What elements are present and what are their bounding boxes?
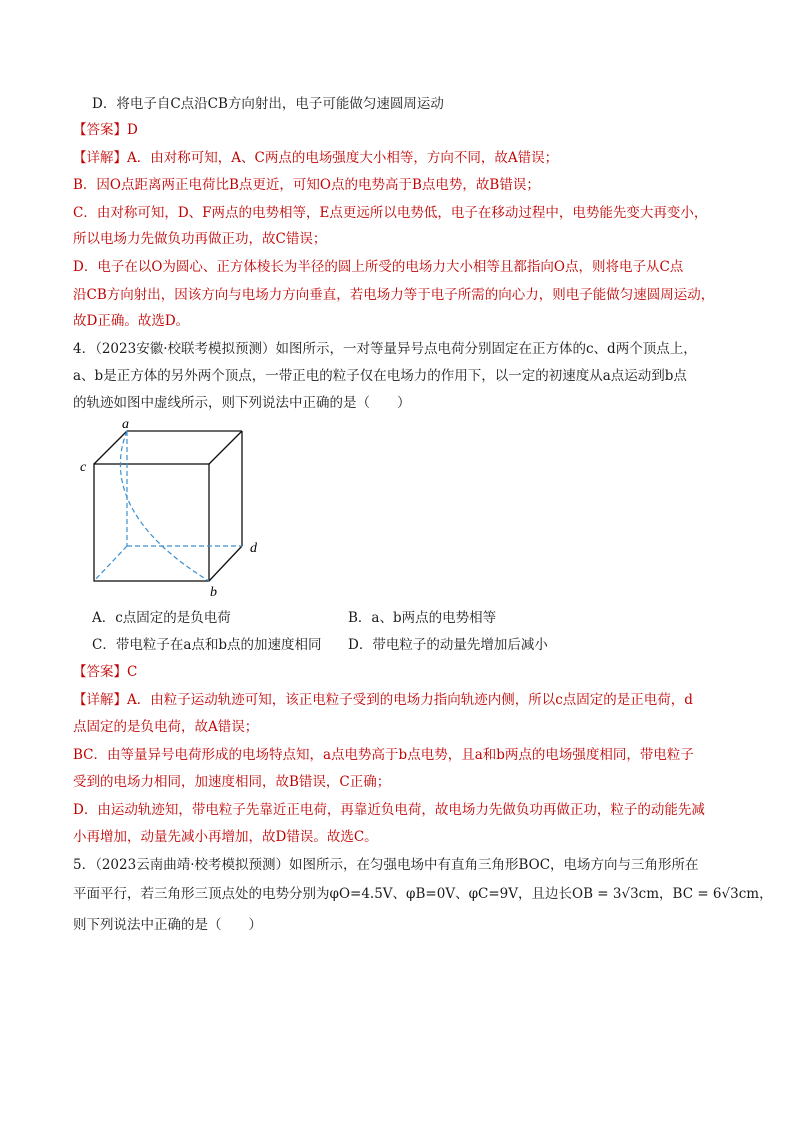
cube-figure: [72, 418, 272, 598]
q4-detail-tag: 【详解】: [73, 692, 127, 708]
cube-edge: [209, 431, 242, 464]
label-b: b: [210, 585, 217, 598]
q5-stem-3: 则下列说法中正确的是（ ）: [73, 917, 262, 933]
q4-detail-bc1: BC．由等量异号电荷形成的电场特点知，a点电势高于b点电势，且a和b两点的电场强度相同，带电粒子: [73, 747, 694, 763]
q4-detail-a2: 点固定的是负电荷，故A错误；: [73, 719, 259, 735]
q3-answer: D: [127, 122, 138, 138]
q3-detail-b: B．因O点距离两正电荷比B点更近，可知O点的电势高于B点电势，故B错误；: [73, 177, 540, 193]
q4-stem-2: a、b是正方体的另外两个顶点，一带正电的粒子仅在电场力的作用下，以一定的初速度从a点运动到b点: [73, 368, 687, 384]
label-d: d: [250, 541, 257, 556]
q4-detail-a1-text: A．由粒子运动轨迹可知，该正电粒子受到的电场力指向轨迹内侧，所以c点固定的是正电荷，d: [127, 692, 693, 708]
q4-detail-d2: 小再增加，动量先减小再增加，故D错误。故选C。: [73, 829, 378, 845]
q3-answer-line: [73, 122, 723, 139]
q3-detail-c2: 所以电场力先做负功再做正功，故C错误；: [73, 231, 327, 247]
particle-trajectory: [120, 431, 209, 581]
cube-hidden-edge: [94, 546, 127, 581]
label-c: c: [80, 460, 87, 475]
q3-answer-tag: 【答案】: [73, 122, 127, 138]
label-a: a: [122, 418, 129, 432]
q3-detail-d2: 沿CB方向射出，因该方向与电场力方向垂直，若电场力等于电子所需的向心力，则电子能做匀速圆周运动，: [73, 287, 715, 303]
q4-answer-line: [73, 664, 723, 681]
q4-stem-1: 4．（2023安徽·校联考模拟预测）如图所示，一对等量异号点电荷分别固定在正方体的c、d两个顶点上，: [73, 341, 697, 357]
cube-front-face: [94, 464, 209, 581]
q3-detail-tag: 【详解】: [73, 150, 127, 166]
q3-detail-d3: 故D正确。故选D。: [73, 313, 190, 329]
q3-detail-c1: C．由对称可知，D、F两点的电势相等，E点更远所以电势低，电子在移动过程中，电势能先变大再变小，: [73, 205, 708, 221]
q3-option-d: D．将电子自C点沿CB方向射出，电子可能做匀速圆周运动: [92, 96, 444, 112]
q4-detail-a1: [73, 692, 723, 709]
q4-detail-bc2: 受到的电场力相同，加速度相同，故B错误，C正确；: [73, 774, 391, 790]
q3-detail-a: [73, 150, 723, 167]
q5-stem-1: 5．（2023云南曲靖·校考模拟预测）如图所示，在匀强电场中有直角三角形BOC，电场方向与三角形所在: [73, 857, 699, 873]
q3-detail-d1: D．电子在以O为圆心、正方体棱长为半径的圆上所受的电场力大小相等且都指向O点，则将电子从C点: [73, 259, 684, 275]
q4-stem-3: 的轨迹如图中虚线所示，则下列说法中正确的是（ ）: [73, 395, 411, 411]
q4-option-c: C．带电粒子在a点和b点的加速度相同: [92, 637, 322, 653]
q4-option-b: B．a、b两点的电势相等: [348, 610, 497, 626]
q4-option-a: A．c点固定的是负电荷: [92, 610, 231, 626]
cube-edges: [94, 431, 242, 581]
q4-option-d: D．带电粒子的动量先增加后减小: [348, 637, 548, 653]
q3-detail-a-text: A．由对称可知，A、C两点的电场强度大小相等，方向不同，故A错误；: [127, 150, 559, 166]
q4-detail-d1: D．由运动轨迹知，带电粒子先靠近正电荷，再靠近负电荷，故电场力先做负功再做正功，粒子的动能先减: [73, 802, 705, 818]
q4-answer-tag: 【答案】: [73, 664, 127, 680]
q4-answer: C: [127, 664, 138, 680]
q5-stem-2: 平面平行，若三角形三顶点处的电势分别为φO=4.5V、φB=0V、φC=9V，且边长OB = 3√3cm，BC = 6√3cm，: [73, 886, 773, 902]
cube-edge: [209, 546, 242, 581]
